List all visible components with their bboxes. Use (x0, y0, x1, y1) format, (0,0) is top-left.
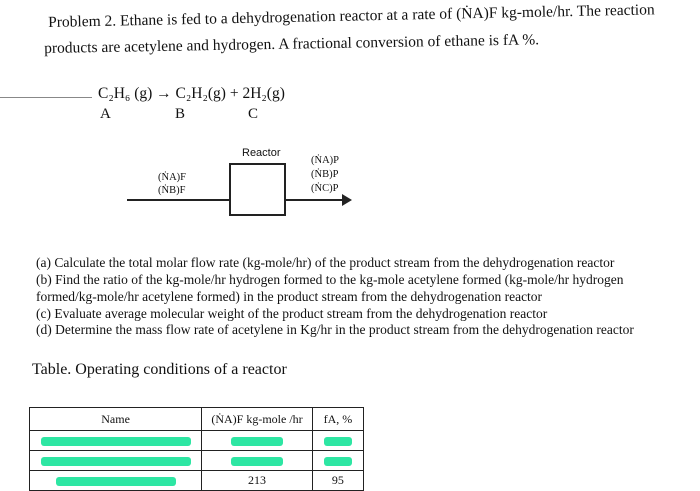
table-cell (202, 431, 313, 451)
product-stream-b: (ṄB)P (311, 169, 339, 180)
product-stream-c: (ṄC)P (311, 183, 339, 194)
table-header-row (30, 408, 364, 431)
table-cell: 95 (312, 471, 363, 491)
table-row (30, 431, 364, 451)
table-row (30, 471, 364, 491)
species-label-c: C (248, 106, 259, 122)
redaction-mark (231, 457, 283, 466)
header-feed-rate: (ṄA)F kg-mole /hr (202, 408, 313, 431)
table-row (30, 451, 364, 471)
header-name: Name (30, 408, 202, 431)
table-cell (30, 471, 202, 491)
problem-statement-line-1: Problem 2. Ethane is fed to a dehydrogenation reactor at a rate of (ṄA)F kg-mole/hr. The reaction (48, 1, 655, 31)
feed-stream-a: (ṄA)F (158, 172, 186, 183)
operating-conditions-table (29, 407, 364, 491)
table-title: Table. Operating conditions of a reactor (32, 361, 287, 378)
question-d: (d) Determine the mass flow rate of acetylene in Kg/hr in the product stream from the dehydrogenation reactor (36, 322, 634, 337)
redaction-mark (231, 437, 283, 446)
reaction-equation: C₂H₆ (g) → C₂H₂(g) + 2H₂(g) (98, 85, 285, 102)
table-cell (202, 451, 313, 471)
problem-statement-line-2: products are acetylene and hydrogen. A fractional conversion of ethane is fA %. (44, 31, 540, 57)
feed-stream-b: (ṄB)F (158, 185, 186, 196)
table-cell (312, 431, 363, 451)
redaction-mark (41, 457, 191, 466)
product-stream-a: (ṄA)P (311, 155, 339, 166)
redaction-mark (56, 477, 176, 486)
redaction-mark (41, 437, 191, 446)
species-label-a: A (100, 106, 111, 122)
question-b-continued: formed/kg-mole/hr acetylene formed) in the product stream from the dehydrogenation reactor (36, 289, 543, 304)
question-c: (c) Evaluate average molecular weight of the product stream from the dehydrogenation reactor (36, 306, 548, 321)
table-cell (30, 431, 202, 451)
species-label-b: B (175, 106, 186, 122)
header-conversion: fA, % (312, 408, 363, 431)
redaction-mark (324, 457, 352, 466)
feed-stream-line (127, 199, 229, 201)
product-stream-line (286, 199, 344, 201)
table-cell (30, 451, 202, 471)
reactor-box (229, 163, 286, 216)
divider-line (0, 97, 92, 98)
question-a: (a) Calculate the total molar flow rate (kg-mole/hr) of the product stream from the dehydrogenation reactor (36, 255, 615, 270)
reactor-label: Reactor (242, 147, 281, 159)
arrow-right-icon (342, 194, 352, 206)
question-b: (b) Find the ratio of the kg-mole/hr hydrogen formed to the kg-mole acetylene formed (kg-mole/hr hydrogen (36, 272, 624, 287)
table-cell (312, 451, 363, 471)
redaction-mark (324, 437, 352, 446)
table-cell: 213 (202, 471, 313, 491)
